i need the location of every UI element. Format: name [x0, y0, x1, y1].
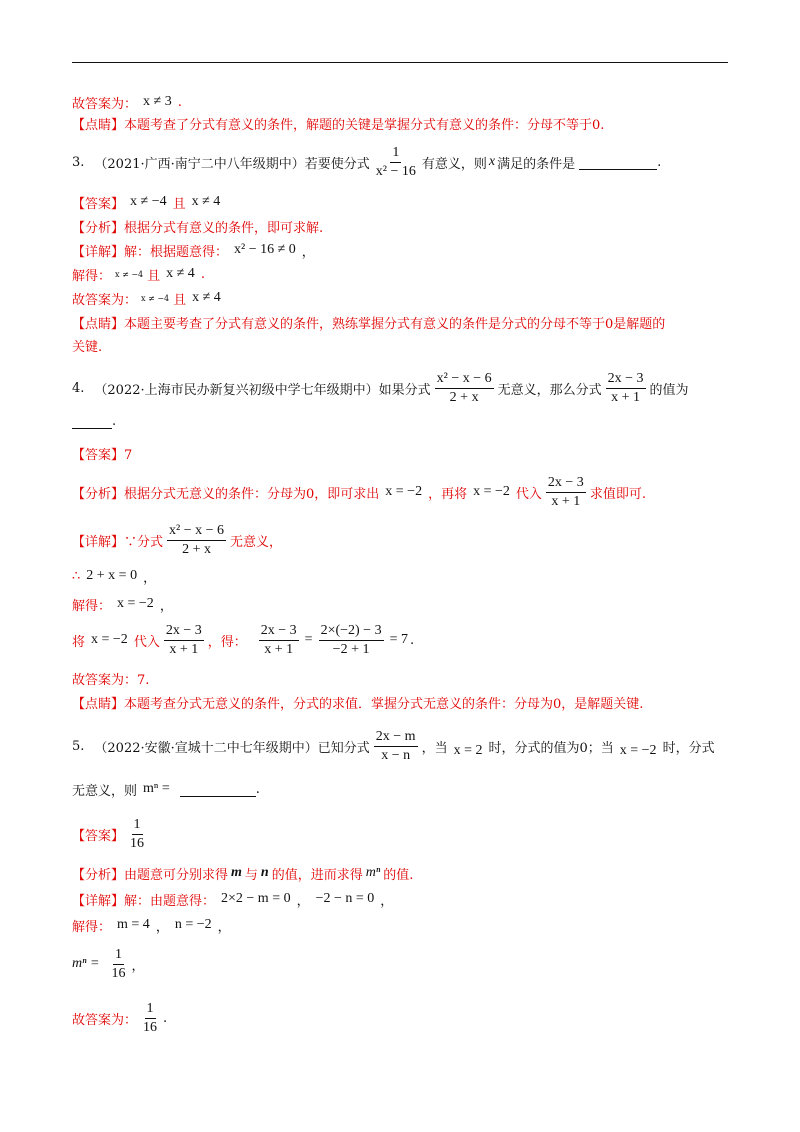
fraction-denominator: x² − 16	[375, 163, 416, 179]
step-math-small: x ≠ −4	[115, 269, 144, 279]
q4-fenxi	[72, 470, 728, 514]
fraction	[374, 145, 418, 179]
q4-answer	[72, 440, 728, 466]
question-text: 无意义，则	[72, 783, 138, 799]
jiede-label: 解得：	[72, 598, 112, 614]
variable-m: m	[231, 865, 242, 880]
question-math: x = 2	[453, 743, 483, 758]
step-math: x = −2	[91, 632, 128, 647]
variable-n: n	[260, 865, 269, 880]
q4-dianjing	[72, 690, 728, 714]
fraction-numerator: x² − x − 6	[167, 523, 226, 540]
question-4	[72, 368, 728, 408]
step-math: x = −2	[473, 484, 510, 499]
punct: ，	[159, 598, 173, 614]
fraction	[164, 623, 204, 657]
fraction-denominator: x − n	[381, 747, 411, 763]
power-expression: mⁿ	[365, 865, 381, 880]
answer-blank[interactable]	[72, 414, 112, 429]
answer-math: x ≠ 4	[191, 194, 221, 209]
question-5-line-2	[72, 772, 728, 806]
punct: .	[409, 632, 415, 648]
q3-guda	[72, 286, 728, 310]
fraction	[167, 523, 226, 557]
q3-dianjing	[72, 310, 728, 334]
q3-dianjing-cont	[72, 334, 728, 356]
fraction-denominator: x + 1	[551, 493, 581, 509]
punct: .	[163, 1010, 168, 1026]
punct: ，	[296, 893, 310, 909]
fraction-denominator: 16	[130, 835, 145, 851]
fraction-denominator: x + 1	[264, 641, 294, 657]
punct: ，	[380, 893, 394, 909]
fraction-numerator: 2x − m	[374, 729, 418, 746]
punct: ，	[155, 919, 169, 935]
q4-step-2	[72, 590, 728, 618]
q3-jiede	[72, 262, 728, 286]
fraction-numerator: 1	[390, 145, 401, 162]
punct: .	[255, 781, 260, 797]
question-source: （2022·上海市民办新复兴初级中学七年级期中）如果分式	[94, 382, 431, 398]
punct: ，	[131, 958, 145, 974]
answer-label: 【答案】	[72, 828, 125, 844]
fraction-denominator: x + 1	[611, 389, 641, 405]
question-text: 无意义，那么分式	[497, 382, 602, 398]
xiangjie-label: 【详解】∵分式	[72, 534, 164, 550]
question-text: 的值为	[649, 382, 689, 398]
power-expression: mⁿ =	[72, 956, 100, 971]
fraction-denominator: 2 + x	[182, 541, 211, 557]
conjunction: 且	[172, 196, 186, 212]
answer-label: 故答案为：	[72, 292, 138, 308]
punct: .	[657, 154, 662, 170]
fenxi-text: 与	[244, 867, 258, 883]
question-number: 5.	[72, 738, 85, 754]
q4-step-1	[72, 562, 728, 590]
fenxi-text: 的值，进而求得	[271, 867, 363, 883]
punct: .	[200, 266, 205, 282]
xiangjie-label: 【详解】解：根据题意得：	[72, 244, 229, 260]
fraction-numerator: 1	[145, 1001, 156, 1018]
fraction	[435, 371, 494, 405]
jiede-label: 解得：	[72, 919, 112, 935]
q3-fenxi	[72, 214, 728, 238]
fraction	[606, 371, 646, 405]
fraction-numerator: x² − x − 6	[435, 371, 494, 388]
q5-jiede	[72, 912, 728, 938]
answer-math: x ≠ 3	[143, 94, 172, 109]
fraction-denominator: 2 + x	[449, 389, 479, 405]
fenxi-text: 代入	[515, 486, 542, 502]
conjunction: 且	[147, 268, 161, 284]
fenxi-text: 【分析】根据分式无意义的条件：分母为0，即可求出	[72, 486, 380, 502]
fenxi-text: 的值.	[383, 867, 414, 883]
fraction	[319, 623, 384, 657]
fraction-numerator: 2x − 3	[546, 475, 586, 492]
answer-math-small: x ≠ −4	[141, 293, 170, 303]
q5-xiangjie	[72, 886, 728, 912]
step-math: x = −2	[385, 484, 423, 499]
answer-label: 故答案为：	[72, 1012, 138, 1028]
fenxi-text: 【分析】由题意可分别求得	[72, 867, 229, 883]
punct: .	[177, 94, 182, 110]
fraction-numerator: 2x − 3	[259, 623, 299, 640]
answer-math: x ≠ 4	[192, 290, 221, 305]
dianjing-text: 【点睛】本题考查了分式有意义的条件，解题的关键是掌握分式有意义的条件：分母不等于0.	[72, 117, 605, 133]
punct: ，	[301, 244, 315, 260]
fraction-denominator: x + 1	[169, 641, 199, 657]
variable: x	[488, 154, 496, 169]
punct: ，	[217, 919, 231, 935]
fraction-numerator: 2×(−2) − 3	[319, 623, 384, 640]
therefore-symbol: ∴	[72, 568, 81, 584]
fraction	[128, 817, 146, 851]
prev-answer-line	[72, 92, 728, 112]
prev-dianjing	[72, 112, 728, 134]
question-4-blank-line	[72, 408, 728, 434]
step-math: m = 4	[117, 917, 150, 932]
question-text: 时，分式	[662, 740, 715, 756]
xiangjie-label: 【详解】解：由题意得：	[72, 893, 216, 909]
q5-answer	[72, 812, 728, 856]
step-text: 无意义，	[230, 534, 283, 550]
fraction	[141, 1001, 159, 1035]
dianjing-text: 【点睛】本题考查分式无意义的条件，分式的求值．掌握分式无意义的条件：分母为0，是解题关键.	[72, 696, 644, 712]
step-math: x² − 16 ≠ 0	[234, 242, 296, 257]
fraction-numerator: 2x − 3	[164, 623, 204, 640]
fraction-numerator: 1	[113, 947, 124, 964]
fraction-denominator: 16	[111, 965, 126, 981]
question-math: x = −2	[619, 743, 657, 758]
dianjing-text: 【点睛】本题主要考查了分式有意义的条件，熟练掌握分式有意义的条件是分式的分母不等于0是解题的	[72, 316, 666, 332]
document-body	[72, 92, 728, 1040]
q5-fenxi	[72, 860, 728, 886]
jiede-label: 解得：	[72, 268, 112, 284]
equals-sign: =	[304, 632, 313, 647]
answer-blank[interactable]	[180, 782, 256, 797]
conjunction: 且	[173, 292, 187, 308]
question-3	[72, 142, 728, 182]
fenxi-text: 【分析】根据分式有意义的条件，即可求解.	[72, 220, 324, 236]
question-number: 3.	[72, 154, 85, 170]
question-5	[72, 724, 728, 768]
question-text: 时，分式的值为0；当	[488, 740, 614, 756]
fraction-denominator: 16	[143, 1019, 158, 1035]
answer-label: 故答案为：	[72, 96, 138, 112]
answer-text: 故答案为：7.	[72, 672, 150, 688]
q4-xiangjie	[72, 518, 728, 562]
fraction	[374, 729, 418, 763]
q3-xiangjie	[72, 238, 728, 262]
question-number: 4.	[72, 380, 85, 396]
fenxi-text: 求值即可.	[589, 486, 646, 502]
fraction	[546, 475, 586, 509]
q5-guda	[72, 996, 728, 1040]
q4-guda	[72, 666, 728, 690]
answer-label: 【答案】	[72, 196, 125, 212]
fraction-denominator: −2 + 1	[332, 641, 370, 657]
step-math: = 7	[389, 632, 408, 647]
question-text: 满足的条件是	[497, 156, 576, 172]
answer-blank[interactable]	[579, 155, 657, 170]
step-text: 将	[72, 634, 86, 650]
q4-step-3	[72, 618, 728, 662]
step-math: 2×2 − m = 0	[221, 891, 291, 906]
fenxi-text: ，再将	[428, 486, 468, 502]
punct: .	[112, 413, 117, 429]
fraction	[259, 623, 299, 657]
header-rule	[72, 62, 728, 63]
step-math: x ≠ 4	[166, 266, 195, 281]
question-source: （2022·安徽·宣城十二中七年级期中）已知分式	[94, 740, 370, 756]
step-math: x = −2	[117, 596, 154, 611]
step-math: −2 − n = 0	[315, 891, 375, 906]
step-math: n = −2	[174, 917, 212, 932]
step-math: 2 + x = 0	[86, 568, 138, 583]
q5-mn-result	[72, 942, 728, 986]
question-text: ，当	[421, 740, 448, 756]
answer-math: x ≠ −4	[130, 194, 167, 209]
step-text: 代入	[133, 634, 160, 650]
punct: ，	[143, 570, 157, 586]
question-math: mⁿ =	[143, 781, 170, 796]
step-text: ，得：	[207, 634, 247, 650]
answer-text: 【答案】7	[72, 447, 133, 463]
question-source: （2021·广西·南宁二中八年级期中）若要使分式	[94, 156, 370, 172]
q3-answer	[72, 190, 728, 214]
question-text: 有意义，则	[421, 156, 487, 172]
fraction-numerator: 1	[132, 817, 143, 834]
fraction-numerator: 2x − 3	[606, 371, 646, 388]
fraction	[109, 947, 127, 981]
dianjing-text: 关键.	[72, 339, 103, 355]
